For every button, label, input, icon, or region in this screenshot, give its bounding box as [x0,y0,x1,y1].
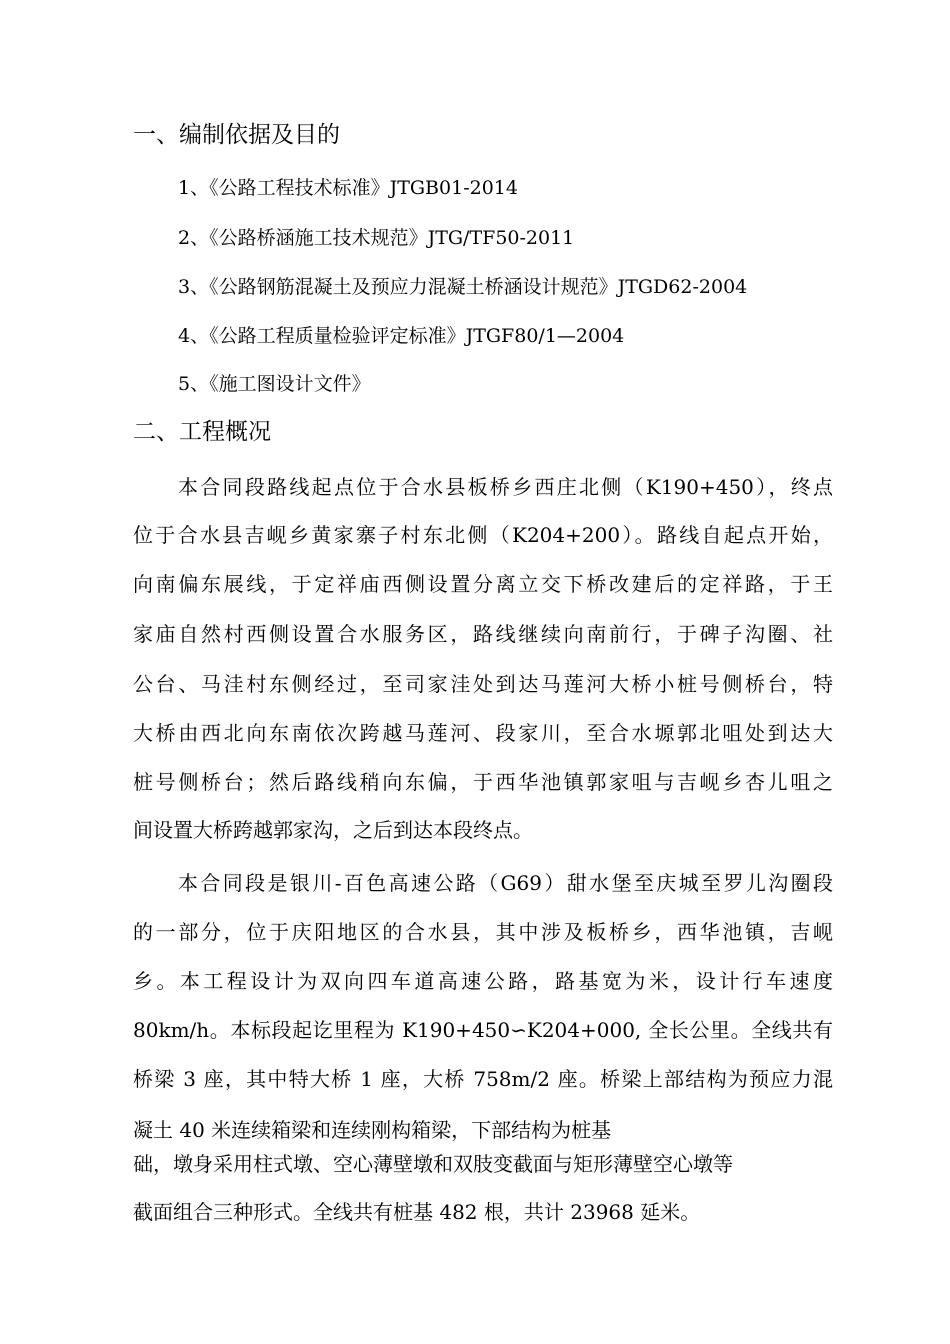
paragraph-line: 公台、马洼村东侧经过，至司家洼处到达马莲河大桥小桩号侧桥台，特 [133,672,833,696]
reference-item-3: 3、《公路钢筋混凝土及预应力混凝土桥涵设计规范》JTGD62-2004 [178,276,748,298]
paragraph-line: 乡。本工程设计为双向四车道高速公路，路基宽为米，设计行车速度 [133,969,833,993]
section-heading-basis: 一、编制依据及目的 [133,122,340,148]
paragraph-line: 本合同段路线起点位于合水县板桥乡西庄北侧（K190+450），终点 [178,475,833,499]
paragraph-line: 本合同段是银川-百色高速公路（G69）甜水堡至庆城至罗儿沟圈段 [178,871,833,895]
section-heading-overview: 二、工程概况 [133,419,271,445]
paragraph-line: 80km/h。本标段起讫里程为 K190+450∽K204+000, 全长公里。全线共有 [133,1018,833,1042]
paragraph-line: 凝土 40 米连续箱梁和连续刚构箱梁，下部结构为桩基 [133,1118,612,1142]
paragraph-line: 家庙自然村西侧设置合水服务区，路线继续向南前行，于碑子沟圈、社 [133,622,833,646]
paragraph-line: 桥梁 3 座，其中特大桥 1 座，大桥 758m/2 座。桥梁上部结构为预应力混 [133,1067,833,1091]
reference-item-1: 1、《公路工程技术标准》JTGB01-2014 [178,177,518,199]
paragraph-line: 桩号侧桥台；然后路线稍向东偏，于西华池镇郭家咀与吉岘乡杏儿咀之 [133,770,833,794]
paragraph-line: 向南偏东展线，于定祥庙西侧设置分离立交下桥改建后的定祥路，于王 [133,572,833,596]
reference-item-4: 4、《公路工程质量检验评定标准》JTGF80/1—2004 [178,325,625,347]
paragraph-line: 础，墩身采用柱式墩、空心薄壁墩和双肢变截面与矩形薄壁空心墩等 [133,1152,733,1176]
paragraph-line: 间设置大桥跨越郭家沟，之后到达本段终点。 [133,818,533,842]
paragraph-line: 截面组合三种形式。全线共有桩基 482 根，共计 23968 延米。 [133,1200,701,1224]
reference-item-2: 2、《公路桥涵施工技术规范》JTG/TF50-2011 [178,227,575,249]
paragraph-line: 的一部分，位于庆阳地区的合水县，其中涉及板桥乡，西华池镇，吉岘 [133,920,833,944]
paragraph-line: 大桥由西北向东南依次跨越马莲河、段家川，至合水塬郭北咀处到达大 [133,721,833,745]
paragraph-line: 位于合水县吉岘乡黄家寨子村东北侧（K204+200）。路线自起点开始， [133,523,833,547]
reference-item-5: 5、《施工图设计文件》 [178,373,371,395]
